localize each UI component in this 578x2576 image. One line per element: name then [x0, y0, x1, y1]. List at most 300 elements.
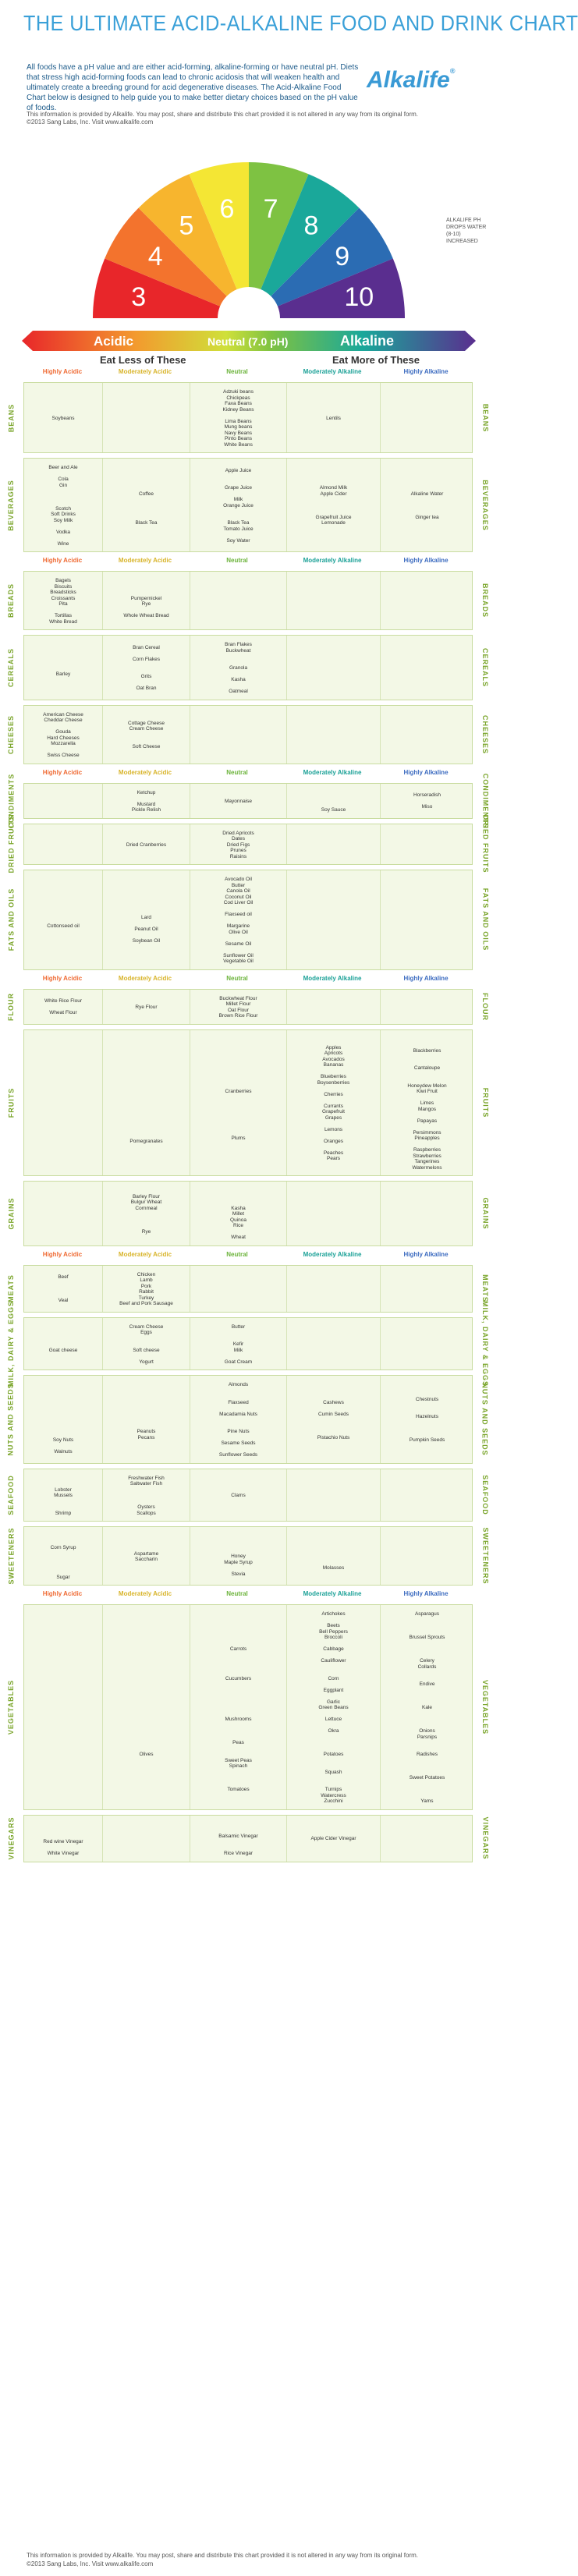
category-label-right: [478, 706, 492, 764]
category-column: [190, 1469, 286, 1522]
category-column: [102, 459, 190, 551]
category-column: [286, 383, 380, 452]
food-item: Bran Cereal: [133, 644, 160, 650]
food-item: Freshwater Fish: [128, 1475, 165, 1481]
category-label-right: [478, 1605, 492, 1809]
ph-number-4: 4: [147, 241, 163, 271]
food-item: Black Tea: [227, 520, 250, 526]
food-item: Lobster: [55, 1486, 72, 1493]
food-item: Cantaloupe: [413, 1065, 441, 1071]
food-item: Blueberries: [321, 1074, 346, 1080]
category-label-left: [4, 1376, 18, 1463]
category-section: [7, 635, 490, 700]
food-item: Beef: [58, 1274, 69, 1281]
category-column: [102, 990, 190, 1024]
category-name: VINEGARS: [481, 1816, 490, 1860]
food-item: Soy Nuts: [52, 1437, 74, 1444]
category-column: [286, 824, 380, 865]
food-item: Pickle Relish: [131, 807, 161, 813]
category-name: CHEESES: [481, 714, 490, 754]
category-label-right: [478, 383, 492, 452]
category-column: [190, 1182, 286, 1245]
food-item: Rye: [141, 1228, 151, 1235]
category-name: BREADS: [481, 583, 490, 618]
category-name: VEGETABLES: [7, 1679, 15, 1734]
category-column: [380, 1527, 473, 1585]
category-label-right: [478, 1527, 492, 1585]
food-item: Canola Oil: [226, 888, 250, 894]
column-header-moderately-alkaline: Moderately Alkaline: [303, 974, 362, 982]
column-header-moderately-alkaline: Moderately Alkaline: [303, 368, 362, 375]
category-column: [102, 636, 190, 700]
food-item: Cashews: [323, 1399, 344, 1405]
category-name: CONDIMENTS: [481, 773, 489, 828]
food-item: Cornmeal: [135, 1205, 158, 1211]
food-item: Beer and Ale: [48, 465, 78, 470]
food-item: Carrots: [229, 1646, 247, 1652]
category-name: VINEGARS: [7, 1816, 16, 1860]
column-header-moderately-acidic: Moderately Acidic: [118, 1590, 172, 1597]
food-item: Pistachio Nuts: [317, 1434, 350, 1440]
category-column: [286, 1816, 380, 1862]
column-header-highly-alkaline: Highly Alkaline: [403, 1250, 449, 1258]
food-item: Swiss Cheese: [47, 753, 80, 758]
food-item: Whole Wheat Bread: [123, 613, 169, 618]
category-column: [24, 1527, 102, 1585]
column-header-neutral: Neutral: [226, 368, 248, 375]
category-column: [380, 636, 473, 700]
category-name: BEVERAGES: [481, 479, 490, 531]
column-header-highly-acidic: Highly Acidic: [42, 768, 83, 776]
food-item: Soft Drinks: [51, 512, 76, 517]
category-column: [102, 824, 190, 865]
category-label-right: [478, 1182, 492, 1245]
column-header-highly-alkaline: Highly Alkaline: [403, 768, 449, 776]
category-column: [102, 383, 190, 452]
category-column: [380, 784, 473, 818]
category-section: [7, 773, 489, 828]
food-item: Millet: [232, 1211, 245, 1217]
food-item: Turnips: [324, 1787, 342, 1792]
food-item: Bulgur Wheat: [130, 1199, 162, 1205]
food-item: Zucchini: [324, 1798, 343, 1804]
food-item: Vegetable Oil: [223, 958, 254, 964]
food-item: Pork: [140, 1283, 152, 1289]
category-label-right: [478, 1376, 492, 1463]
category-column: [286, 990, 380, 1024]
food-item: Beef and Pork Sausage: [119, 1301, 173, 1306]
ph-number-6: 6: [219, 193, 235, 224]
category-column: [380, 990, 473, 1024]
food-item: Cranberries: [225, 1089, 252, 1094]
food-item: Fava Beans: [225, 401, 252, 406]
eat-less-heading: Eat Less of These: [100, 354, 186, 366]
food-item: Grapes: [324, 1114, 342, 1121]
category-column: [24, 870, 102, 969]
category-name: CEREALS: [481, 647, 490, 687]
food-item: Artichokes: [321, 1611, 346, 1617]
category-name: CEREALS: [7, 647, 16, 687]
eat-more-heading: Eat More of These: [332, 354, 420, 366]
food-item: Hazelnuts: [416, 1414, 438, 1420]
category-label-right: [478, 870, 492, 969]
column-header-highly-alkaline: Highly Alkaline: [403, 1590, 449, 1597]
ph-number-9: 9: [335, 241, 350, 271]
food-item: Peanut Oil: [134, 926, 158, 932]
food-item: Apple Juice: [225, 467, 252, 473]
food-item: Pears: [327, 1156, 340, 1162]
food-item: Corn: [328, 1675, 339, 1681]
food-item: Molasses: [322, 1565, 345, 1571]
category-label-left: [4, 1816, 18, 1862]
food-item: Boysenberries: [317, 1079, 350, 1086]
category-column: [102, 1605, 190, 1809]
category-column: [380, 706, 473, 764]
category-label-right: [478, 636, 492, 700]
category-name: BEANS: [481, 403, 490, 432]
category-column: [190, 636, 286, 700]
category-column: [380, 1030, 473, 1176]
category-label-left: [4, 636, 18, 700]
food-item: Milk: [233, 497, 243, 503]
food-item: Quinoa: [230, 1217, 246, 1223]
food-item: Plums: [231, 1136, 246, 1141]
food-item: Raspberries: [413, 1147, 441, 1153]
food-item: Cottonseed oil: [47, 923, 80, 929]
food-item: Dried Apricots: [222, 830, 254, 836]
food-item: Mussels: [54, 1493, 73, 1498]
column-header-moderately-alkaline: Moderately Alkaline: [303, 1250, 362, 1258]
food-item: Grapefruit Juice: [315, 514, 352, 520]
category-column: [286, 1182, 380, 1245]
category-name: SWEETENERS: [481, 1527, 490, 1585]
category-column: [102, 1469, 190, 1522]
food-item: Almond Milk: [319, 485, 348, 491]
food-item: Miso: [421, 804, 433, 810]
food-item: Turkey: [138, 1295, 154, 1301]
food-item: Cabbage: [323, 1646, 344, 1652]
category-column: [380, 383, 473, 452]
category-column: [24, 990, 102, 1024]
category-column: [102, 706, 190, 764]
category-column: [190, 870, 286, 969]
footer-line-2: ©2013 Sang Labs, Inc. Visit www.alkalife.com: [27, 2560, 154, 2567]
food-item: Bran Flakes: [225, 642, 252, 647]
food-item: Corn Syrup: [50, 1545, 76, 1550]
food-item: Butter: [231, 1323, 246, 1330]
column-header-highly-acidic: Highly Acidic: [42, 1590, 83, 1597]
food-item: Veal: [58, 1298, 69, 1304]
food-item: Cauliflower: [321, 1658, 346, 1664]
ph-number-10: 10: [344, 282, 374, 312]
food-item: Cottage Cheese: [128, 720, 165, 726]
category-name: CHEESES: [7, 714, 16, 754]
category-label-right: [478, 572, 492, 629]
food-item: Kiwi Fruit: [417, 1089, 438, 1094]
food-item: Celery: [420, 1658, 434, 1664]
food-item: Goat cheese: [48, 1347, 78, 1353]
copyright-line-1: This information is provided by Alkalife. You may post, share and distribute this chart provided it is not altered in any way from its original form.: [27, 111, 419, 118]
category-section: [7, 571, 490, 630]
page-title: THE ULTIMATE ACID-ALKALINE FOOD AND DRINK CHART: [23, 11, 578, 35]
category-column: [102, 784, 190, 818]
food-item: Oat Bran: [136, 686, 157, 692]
food-item: Macadamia Nuts: [219, 1411, 257, 1417]
category-column: [380, 824, 473, 865]
category-name: FRUITS: [481, 1087, 489, 1118]
food-item: Eggs: [140, 1330, 152, 1335]
category-section: [7, 1181, 490, 1246]
food-item: Mushrooms: [225, 1717, 252, 1722]
category-name: BREADS: [7, 583, 16, 618]
food-item: Peas: [232, 1740, 244, 1745]
category-section: [7, 989, 489, 1025]
food-item: Cheddar Cheese: [44, 718, 83, 723]
food-item: Croissants: [51, 595, 76, 601]
column-header-neutral: Neutral: [226, 974, 248, 982]
food-item: Broccoli: [324, 1635, 343, 1640]
food-item: Walnuts: [54, 1449, 73, 1455]
category-label-left: [4, 1469, 18, 1522]
category-column: [102, 1266, 190, 1312]
food-item: Flaxseed oil: [225, 912, 252, 917]
category-column: [380, 1816, 473, 1862]
food-item: Cucumbers: [225, 1675, 252, 1681]
food-item: Clams: [231, 1493, 246, 1498]
food-item: Bagels: [55, 578, 71, 583]
category-section: [7, 1265, 489, 1313]
food-item: Tortillas: [54, 613, 73, 618]
column-header-highly-alkaline: Highly Alkaline: [403, 557, 449, 564]
food-item: Pumpernickel: [130, 595, 162, 601]
category-name: SEAFOOD: [481, 1474, 490, 1515]
column-header-highly-acidic: Highly Acidic: [42, 974, 83, 982]
column-header-neutral: Neutral: [226, 768, 248, 776]
category-column: [286, 1266, 380, 1312]
food-item: Grape Juice: [224, 485, 253, 491]
food-item: Endive: [419, 1681, 435, 1687]
food-item: Soy Milk: [53, 517, 73, 523]
category-name: CONDIMENTS: [7, 773, 15, 828]
category-label-left: [4, 1030, 18, 1176]
food-item: White Rice Flour: [44, 998, 83, 1005]
food-item: Milk: [233, 1347, 243, 1353]
food-item: Corn Flakes: [132, 656, 161, 662]
food-item: Spinach: [229, 1763, 248, 1769]
food-item: Papayas: [417, 1118, 438, 1124]
food-item: Sunflower Seeds: [218, 1452, 258, 1458]
category-column: [286, 1605, 380, 1809]
category-column: [24, 824, 102, 865]
food-item: Millet Flour: [225, 1001, 251, 1007]
category-column: [24, 1376, 102, 1463]
food-item: Pineapples: [414, 1136, 440, 1141]
category-label-right: [478, 459, 492, 551]
category-column: [24, 459, 102, 551]
category-name: SEAFOOD: [7, 1474, 16, 1515]
category-column: [190, 459, 286, 551]
food-item: Scallops: [137, 1510, 156, 1516]
category-name: BEANS: [7, 403, 16, 432]
food-item: Oysters: [137, 1504, 155, 1510]
alkalife-logo[interactable]: [367, 67, 455, 94]
food-item: Olive Oil: [229, 929, 248, 935]
food-item: Grapefruit: [322, 1109, 345, 1115]
category-label-right: [478, 1816, 492, 1862]
alkaline-label: Alkaline: [340, 333, 395, 349]
food-item: Rye: [141, 601, 151, 607]
food-item: Apple Cider Vinegar: [310, 1836, 356, 1842]
food-item: Chicken: [137, 1271, 156, 1277]
category-column: [24, 1182, 102, 1245]
food-item: Lima Beans: [225, 418, 252, 424]
food-item: Lettuce: [324, 1717, 342, 1722]
food-item: Kidney Beans: [222, 406, 254, 413]
food-item: Orange Juice: [223, 502, 254, 508]
category-column: [380, 1266, 473, 1312]
category-column: [286, 1469, 380, 1522]
category-column: [24, 1469, 102, 1522]
food-item: Barley Flour: [132, 1193, 161, 1199]
food-item: Soy Water: [226, 537, 250, 544]
category-column: [190, 1266, 286, 1312]
food-item: Blackberries: [413, 1047, 441, 1054]
food-item: Tomato Juice: [223, 526, 254, 532]
column-header-moderately-acidic: Moderately Acidic: [118, 368, 172, 375]
category-label-left: [4, 572, 18, 629]
food-item: Currants: [324, 1103, 343, 1109]
category-column: [190, 784, 286, 818]
food-item: Strawberries: [413, 1153, 441, 1159]
category-column: [286, 636, 380, 700]
column-header-highly-acidic: Highly Acidic: [42, 557, 83, 564]
food-item: Barley: [55, 671, 71, 677]
category-column: [286, 1376, 380, 1463]
category-section: [7, 814, 489, 873]
food-item: Mustard: [137, 801, 156, 807]
category-section: [7, 1815, 490, 1862]
category-label-right: [478, 1469, 492, 1522]
food-item: Apple Cider: [320, 491, 347, 497]
food-item: Goat Cream: [224, 1359, 253, 1365]
food-item: Hard Cheeses: [47, 735, 80, 741]
food-item: Parsnips: [417, 1734, 438, 1740]
category-label-right: [478, 773, 492, 828]
category-column: [190, 1527, 286, 1585]
bottle-note: ALKALIFE PH DROPS WATER (8-10) INCREASED: [446, 218, 487, 244]
category-name: SWEETENERS: [7, 1527, 16, 1585]
food-item: Dates: [232, 836, 245, 842]
category-section: [7, 458, 490, 552]
food-item: Buckwheat: [225, 647, 251, 654]
food-item: White Bread: [49, 618, 77, 625]
ph-number-8: 8: [303, 211, 319, 241]
category-column: [24, 1030, 102, 1176]
food-item: Oranges: [324, 1138, 343, 1144]
food-item: Sugar: [56, 1574, 70, 1580]
food-item: Apples: [325, 1044, 342, 1051]
category-name: FLOUR: [7, 992, 15, 1021]
food-item: Yogurt: [139, 1359, 154, 1365]
category-name: BEVERAGES: [7, 479, 16, 531]
food-item: Chickpeas: [226, 395, 250, 401]
footer-line-1: This information is provided by Alkalife. You may post, share and distribute this chart provided it is not altered in any way from its original form.: [27, 2552, 419, 2559]
food-item: Cumin Seeds: [317, 1411, 349, 1417]
food-item: Gin: [59, 482, 68, 488]
food-item: Green Beans: [318, 1705, 349, 1710]
food-item: Sweet Potatoes: [409, 1775, 445, 1781]
food-item: Avocado Oil: [225, 877, 252, 882]
food-item: Breadsticks: [50, 590, 76, 595]
logo-registered: ®: [449, 67, 456, 75]
food-item: Mozzarella: [51, 741, 76, 746]
category-label-right: [478, 1030, 492, 1176]
category-label-left: [4, 383, 18, 452]
food-item: Pinto Beans: [224, 436, 253, 441]
category-section: [7, 1029, 489, 1177]
category-label-left: [4, 1300, 18, 1387]
category-label-right: [478, 990, 492, 1024]
food-item: Adzuki beans: [222, 389, 254, 395]
food-item: Ketchup: [137, 789, 156, 795]
food-item: Soft Cheese: [132, 743, 161, 749]
column-header-neutral: Neutral: [226, 1590, 248, 1597]
food-item: Pumpkin Seeds: [409, 1437, 445, 1444]
category-column: [102, 1182, 190, 1245]
food-item: Honeydew Melon: [407, 1082, 447, 1089]
food-item: Sweet Peas: [225, 1757, 252, 1763]
food-item: Mung beans: [224, 424, 253, 430]
food-item: Cream Cheese: [129, 1323, 164, 1330]
category-column: [102, 1318, 190, 1370]
food-item: Lamb: [140, 1277, 153, 1283]
food-item: Collards: [417, 1664, 437, 1670]
food-item: Beets: [327, 1623, 340, 1628]
category-column: [190, 990, 286, 1024]
food-item: Radishes: [416, 1752, 438, 1757]
food-item: Peanuts: [137, 1429, 156, 1434]
food-item: Sesame Oil: [225, 941, 252, 947]
category-column: [190, 824, 286, 865]
food-item: Horseradish: [413, 792, 441, 799]
category-column: [190, 572, 286, 629]
category-name: NUTS AND SEEDS: [7, 1383, 15, 1456]
category-column: [190, 1376, 286, 1463]
food-item: Lemons: [324, 1126, 343, 1132]
category-column: [190, 1816, 286, 1862]
category-column: [190, 383, 286, 452]
food-item: Red wine Vinegar: [43, 1839, 83, 1844]
food-item: Tangerines: [414, 1159, 440, 1164]
category-column: [24, 1266, 102, 1312]
food-item: Lentils: [326, 415, 341, 421]
food-item: Persimmons: [413, 1129, 441, 1136]
food-item: Saltwater Fish: [129, 1481, 163, 1486]
category-column: [380, 1469, 473, 1522]
food-item: Wheat Flour: [49, 1010, 77, 1016]
food-item: Saccharin: [135, 1557, 158, 1562]
category-column: [286, 459, 380, 551]
category-section: [7, 870, 489, 970]
food-item: Grits: [140, 674, 152, 680]
copyright-line-2: ©2013 Sang Labs, Inc. Visit www.alkalife.com: [27, 119, 154, 126]
food-item: White Beans: [224, 441, 253, 448]
category-column: [286, 1527, 380, 1585]
food-item: American Cheese: [43, 711, 83, 718]
food-item: Raisins: [229, 853, 247, 859]
category-column: [102, 1030, 190, 1176]
category-column: [190, 706, 286, 764]
